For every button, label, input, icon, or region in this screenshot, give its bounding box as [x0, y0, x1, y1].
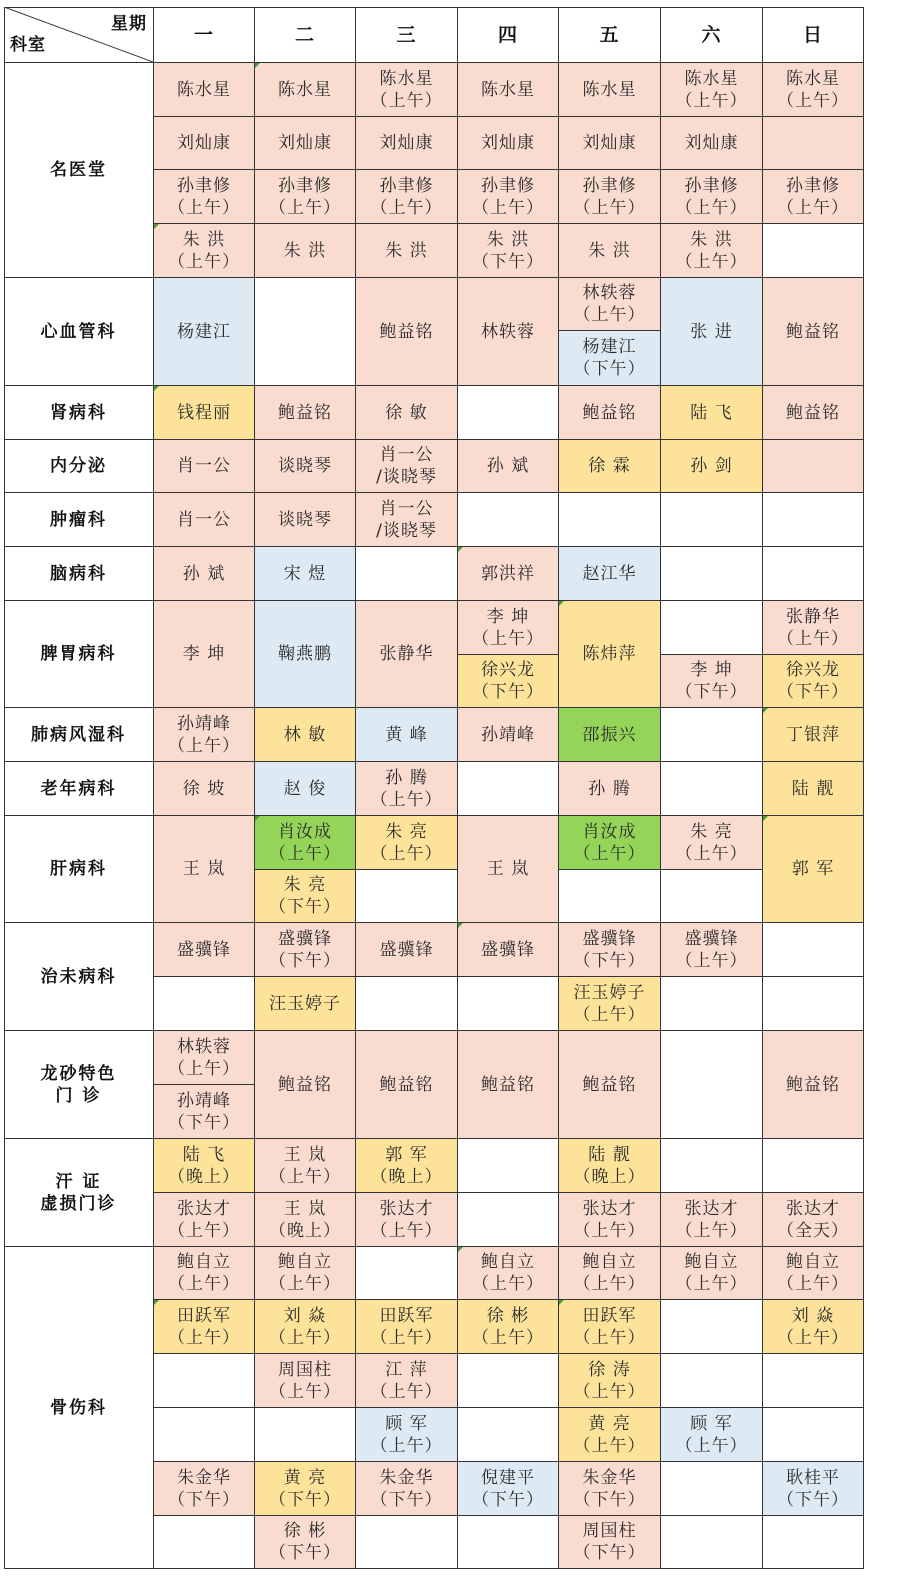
schedule-cell-fri: 孙聿修 （上午）: [559, 170, 661, 224]
dept-zhiwei: 治未病科: [4, 923, 154, 1031]
schedule-cell-sat: 陆 飞: [661, 386, 763, 440]
schedule-cell-tue: 鲍自立 （上午）: [255, 1247, 356, 1300]
schedule-cell-mon: [154, 1354, 255, 1408]
schedule-cell-sun: [763, 547, 864, 601]
schedule-cell-fri: 邵振兴: [559, 708, 661, 762]
dept-piwei: 脾胃病科: [4, 601, 154, 708]
schedule-cell-tue: 孙聿修 （上午）: [255, 170, 356, 224]
schedule-cell-thu: [458, 386, 559, 440]
schedule-cell-thu: [458, 1193, 559, 1247]
schedule-cell-wed: [356, 1516, 458, 1569]
cell-corner-marker: [154, 1300, 159, 1305]
schedule-cell-thu: [458, 1354, 559, 1408]
schedule-cell-mon: 朱 洪 （上午）: [154, 224, 255, 278]
header-corner-cell: [4, 7, 154, 63]
schedule-cell-fri: 陈水星: [559, 63, 661, 117]
schedule-cell-fri: 周国柱 （下午）: [559, 1516, 661, 1569]
schedule-cell-tue: 宋 煜: [255, 547, 356, 601]
schedule-cell-sat: 孙 剑: [661, 440, 763, 493]
schedule-cell-mon: [154, 1408, 255, 1462]
schedule-cell-tue: 陈水星: [255, 63, 356, 117]
schedule-cell-sat: 朱 洪 （上午）: [661, 224, 763, 278]
schedule-cell-sat: [661, 1516, 763, 1569]
schedule-cell-wed: [356, 870, 458, 923]
schedule-cell-fri: 刘灿康: [559, 117, 661, 170]
schedule-cell-thu: [458, 1139, 559, 1193]
schedule-cell-fri: 田跃军 （上午）: [559, 1300, 661, 1354]
schedule-cell-tue: 徐 彬 （下午）: [255, 1516, 356, 1569]
schedule-cell-mon: 孙聿修 （上午）: [154, 170, 255, 224]
cell-corner-marker: [559, 1300, 564, 1305]
day-header-wed: 三: [356, 7, 458, 63]
schedule-cell-fri: 肖汝成 （上午）: [559, 816, 661, 870]
cell-corner-marker: [154, 386, 159, 391]
day-header-mon: 一: [154, 7, 255, 63]
schedule-cell-mon: 盛骥锋: [154, 923, 255, 977]
schedule-cell-tue: 谈晓琴: [255, 440, 356, 493]
schedule-cell-fri: 赵江华: [559, 547, 661, 601]
schedule-cell-wed: 孙 腾 （上午）: [356, 762, 458, 816]
schedule-cell-sun: [763, 1354, 864, 1408]
schedule-cell-mon: [154, 1516, 255, 1569]
schedule-cell-sat: 鲍自立 （上午）: [661, 1247, 763, 1300]
schedule-cell-fri: 杨建江 （下午）: [559, 331, 661, 386]
cell-corner-marker: [559, 601, 564, 606]
schedule-cell-mon: [154, 977, 255, 1031]
schedule-cell-thu: 鲍益铭: [458, 1031, 559, 1139]
schedule-cell-sat: 李 坤 （下午）: [661, 655, 763, 708]
cell-corner-marker: [763, 816, 768, 821]
schedule-cell-sat: [661, 601, 763, 655]
dept-gushang: 骨伤科: [4, 1247, 154, 1569]
schedule-cell-fri: 孙 腾: [559, 762, 661, 816]
day-header-sat: 六: [661, 7, 763, 63]
schedule-cell-sat: 张达才 （上午）: [661, 1193, 763, 1247]
schedule-cell-sun: 丁银萍: [763, 708, 864, 762]
schedule-cell-sun: 张达才 （全天）: [763, 1193, 864, 1247]
schedule-cell-tue: 鲍益铭: [255, 1031, 356, 1139]
schedule-cell-tue: 朱 亮 （下午）: [255, 870, 356, 923]
cell-corner-marker: [458, 1247, 463, 1252]
cell-corner-marker: [458, 547, 463, 552]
schedule-cell-fri: 林轶蓉 （上午）: [559, 278, 661, 331]
schedule-cell-tue: 鲍益铭: [255, 386, 356, 440]
day-header-thu: 四: [458, 7, 559, 63]
schedule-cell-thu: 倪建平 （下午）: [458, 1462, 559, 1516]
schedule-cell-wed: 张达才 （上午）: [356, 1193, 458, 1247]
schedule-cell-fri: 鲍益铭: [559, 1031, 661, 1139]
schedule-cell-sun: [763, 977, 864, 1031]
schedule-cell-sun: [763, 117, 864, 170]
schedule-cell-sun: 鲍益铭: [763, 386, 864, 440]
schedule-cell-sun: 鲍自立 （上午）: [763, 1247, 864, 1300]
schedule-cell-sat: [661, 1462, 763, 1516]
schedule-cell-thu: 孙聿修 （上午）: [458, 170, 559, 224]
schedule-cell-sat: [661, 1354, 763, 1408]
schedule-cell-sun: 刘 焱 （上午）: [763, 1300, 864, 1354]
schedule-cell-mon: 肖一公: [154, 440, 255, 493]
schedule-cell-sun: [763, 440, 864, 493]
schedule-cell-sat: [661, 870, 763, 923]
schedule-cell-thu: 刘灿康: [458, 117, 559, 170]
schedule-cell-tue: 周国柱 （上午）: [255, 1354, 356, 1408]
corner-label-weekday: 星期: [111, 14, 147, 34]
schedule-cell-thu: [458, 977, 559, 1031]
dept-ganbing: 肝病科: [4, 816, 154, 923]
schedule-cell-fri: 朱 洪: [559, 224, 661, 278]
schedule-cell-fri: 盛骥锋 （下午）: [559, 923, 661, 977]
cell-corner-marker: [458, 923, 463, 928]
schedule-cell-sun: 陆 靓: [763, 762, 864, 816]
cell-corner-marker: [255, 63, 260, 68]
schedule-cell-wed: 肖一公 /谈晓琴: [356, 440, 458, 493]
schedule-cell-sun: [763, 923, 864, 977]
schedule-cell-tue: 刘灿康: [255, 117, 356, 170]
day-header-sun: 日: [763, 7, 864, 63]
schedule-cell-tue: 林 敏: [255, 708, 356, 762]
schedule-cell-sat: [661, 708, 763, 762]
schedule-cell-thu: [458, 1516, 559, 1569]
schedule-cell-thu: 孙靖峰: [458, 708, 559, 762]
schedule-cell-wed: 朱 洪: [356, 224, 458, 278]
schedule-cell-wed: 孙聿修 （上午）: [356, 170, 458, 224]
schedule-cell-mon: 鲍自立 （上午）: [154, 1247, 255, 1300]
schedule-cell-thu: 孙 斌: [458, 440, 559, 493]
schedule-cell-fri: 汪玉婷子 （上午）: [559, 977, 661, 1031]
schedule-cell-fri: [559, 870, 661, 923]
schedule-cell-mon: 李 坤: [154, 601, 255, 708]
schedule-cell-sun: [763, 493, 864, 547]
schedule-cell-tue: [255, 278, 356, 386]
dept-zhongliu: 肿瘤科: [4, 493, 154, 547]
day-header-tue: 二: [255, 7, 356, 63]
day-header-fri: 五: [559, 7, 661, 63]
dept-hanzheng: 汗 证 虚损门诊: [4, 1139, 154, 1247]
schedule-cell-thu: 陈水星: [458, 63, 559, 117]
schedule-cell-sun: 徐兴龙 （下午）: [763, 655, 864, 708]
cell-corner-marker: [154, 224, 159, 229]
schedule-cell-mon: 田跃军 （上午）: [154, 1300, 255, 1354]
schedule-cell-mon: 张达才 （上午）: [154, 1193, 255, 1247]
schedule-cell-wed: 肖一公 /谈晓琴: [356, 493, 458, 547]
schedule-cell-mon: 王 岚: [154, 816, 255, 923]
schedule-cell-mon: 肖一公: [154, 493, 255, 547]
schedule-cell-sat: [661, 762, 763, 816]
schedule-cell-sun: 鲍益铭: [763, 278, 864, 386]
dept-mingyitang: 名医堂: [4, 63, 154, 278]
schedule-cell-fri: 陈炜萍: [559, 601, 661, 708]
schedule-cell-sun: [763, 1408, 864, 1462]
schedule-cell-wed: 盛骥锋: [356, 923, 458, 977]
schedule-cell-mon: 孙 斌: [154, 547, 255, 601]
schedule-cell-wed: 江 萍 （上午）: [356, 1354, 458, 1408]
schedule-cell-thu: 郭洪祥: [458, 547, 559, 601]
schedule-cell-tue: 肖汝成 （上午）: [255, 816, 356, 870]
schedule-cell-wed: [356, 1247, 458, 1300]
schedule-cell-thu: 朱 洪 （下午）: [458, 224, 559, 278]
schedule-cell-thu: [458, 762, 559, 816]
schedule-cell-fri: [559, 493, 661, 547]
schedule-cell-wed: 黄 峰: [356, 708, 458, 762]
schedule-cell-sun: [763, 1139, 864, 1193]
schedule-cell-sat: 孙聿修 （上午）: [661, 170, 763, 224]
schedule-cell-sat: [661, 977, 763, 1031]
schedule-cell-wed: 朱金华 （下午）: [356, 1462, 458, 1516]
schedule-cell-fri: 鲍益铭: [559, 386, 661, 440]
dept-laonian: 老年病科: [4, 762, 154, 816]
schedule-cell-wed: 鲍益铭: [356, 278, 458, 386]
schedule-cell-wed: 刘灿康: [356, 117, 458, 170]
cell-corner-marker: [763, 708, 768, 713]
schedule-cell-wed: [356, 547, 458, 601]
schedule-cell-wed: 郭 军 （晚上）: [356, 1139, 458, 1193]
schedule-cell-sat: 张 进: [661, 278, 763, 386]
dept-shenbing: 肾病科: [4, 386, 154, 440]
dept-naobing: 脑病科: [4, 547, 154, 601]
schedule-cell-tue: 刘 焱 （上午）: [255, 1300, 356, 1354]
schedule-cell-sat: 盛骥锋 （上午）: [661, 923, 763, 977]
schedule-cell-sat: 顾 军 （上午）: [661, 1408, 763, 1462]
schedule-cell-tue: 王 岚 （晚上）: [255, 1193, 356, 1247]
schedule-cell-thu: 盛骥锋: [458, 923, 559, 977]
schedule-cell-fri: 陆 靓 （晚上）: [559, 1139, 661, 1193]
schedule-cell-wed: 鲍益铭: [356, 1031, 458, 1139]
schedule-cell-wed: 田跃军 （上午）: [356, 1300, 458, 1354]
schedule-cell-mon: 朱金华 （下午）: [154, 1462, 255, 1516]
schedule-cell-mon: 孙靖峰 （下午）: [154, 1085, 255, 1139]
schedule-cell-wed: [356, 977, 458, 1031]
schedule-cell-mon: 孙靖峰 （上午）: [154, 708, 255, 762]
schedule-cell-thu: [458, 1408, 559, 1462]
schedule-cell-tue: 盛骥锋 （下午）: [255, 923, 356, 977]
dept-longsha: 龙砂特色 门 诊: [4, 1031, 154, 1139]
schedule-cell-thu: [458, 493, 559, 547]
schedule-cell-mon: 钱程丽: [154, 386, 255, 440]
schedule-cell-sun: 耿桂平 （下午）: [763, 1462, 864, 1516]
schedule-cell-tue: [255, 1408, 356, 1462]
schedule-cell-sun: 鲍益铭: [763, 1031, 864, 1139]
dept-xinxueguan: 心血管科: [4, 278, 154, 386]
schedule-cell-sat: 陈水星 （上午）: [661, 63, 763, 117]
schedule-cell-sat: [661, 493, 763, 547]
schedule-cell-thu: 徐 彬 （上午）: [458, 1300, 559, 1354]
schedule-cell-sat: 朱 亮 （上午）: [661, 816, 763, 870]
schedule-cell-fri: 张达才 （上午）: [559, 1193, 661, 1247]
schedule-cell-fri: 黄 亮 （上午）: [559, 1408, 661, 1462]
schedule-cell-mon: 陆 飞 （晚上）: [154, 1139, 255, 1193]
dept-feibing: 肺病风湿科: [4, 708, 154, 762]
schedule-cell-thu: 王 岚: [458, 816, 559, 923]
schedule-cell-thu: 林轶蓉: [458, 278, 559, 386]
schedule-cell-mon: 徐 坡: [154, 762, 255, 816]
schedule-cell-sat: [661, 547, 763, 601]
schedule-cell-fri: 朱金华 （下午）: [559, 1462, 661, 1516]
schedule-cell-tue: 鞠燕鹏: [255, 601, 356, 708]
schedule-cell-sun: [763, 224, 864, 278]
schedule-cell-thu: 李 坤 （上午）: [458, 601, 559, 655]
schedule-cell-tue: 黄 亮 （下午）: [255, 1462, 356, 1516]
schedule-cell-wed: 朱 亮 （上午）: [356, 816, 458, 870]
schedule-cell-tue: 王 岚 （上午）: [255, 1139, 356, 1193]
schedule-cell-mon: 陈水星: [154, 63, 255, 117]
schedule-cell-sun: 孙聿修 （上午）: [763, 170, 864, 224]
schedule-cell-wed: 陈水星 （上午）: [356, 63, 458, 117]
schedule-cell-sat: [661, 1300, 763, 1354]
schedule-cell-tue: 赵 俊: [255, 762, 356, 816]
schedule-cell-tue: 汪玉婷子: [255, 977, 356, 1031]
schedule-cell-sun: [763, 1516, 864, 1569]
schedule-cell-sun: 陈水星 （上午）: [763, 63, 864, 117]
schedule-cell-wed: 张静华: [356, 601, 458, 708]
schedule-cell-fri: 徐 霖: [559, 440, 661, 493]
schedule-cell-mon: 刘灿康: [154, 117, 255, 170]
schedule-cell-sat: 刘灿康: [661, 117, 763, 170]
schedule-cell-fri: 徐 涛 （上午）: [559, 1354, 661, 1408]
dept-neifenmi: 内分泌: [4, 440, 154, 493]
schedule-cell-thu: 徐兴龙 （下午）: [458, 655, 559, 708]
schedule-cell-tue: 朱 洪: [255, 224, 356, 278]
corner-label-department: 科室: [10, 35, 46, 55]
schedule-cell-tue: 谈晓琴: [255, 493, 356, 547]
schedule-cell-sun: 郭 军: [763, 816, 864, 923]
schedule-cell-mon: 林轶蓉 （上午）: [154, 1031, 255, 1085]
schedule-cell-sat: [661, 1139, 763, 1193]
schedule-cell-wed: 徐 敏: [356, 386, 458, 440]
cell-corner-marker: [255, 816, 260, 821]
schedule-cell-sat: [661, 1031, 763, 1139]
schedule-cell-mon: 杨建江: [154, 278, 255, 386]
schedule-cell-sun: 张静华 （上午）: [763, 601, 864, 655]
schedule-cell-wed: 顾 军 （上午）: [356, 1408, 458, 1462]
schedule-cell-fri: 鲍自立 （上午）: [559, 1247, 661, 1300]
schedule-cell-thu: 鲍自立 （上午）: [458, 1247, 559, 1300]
